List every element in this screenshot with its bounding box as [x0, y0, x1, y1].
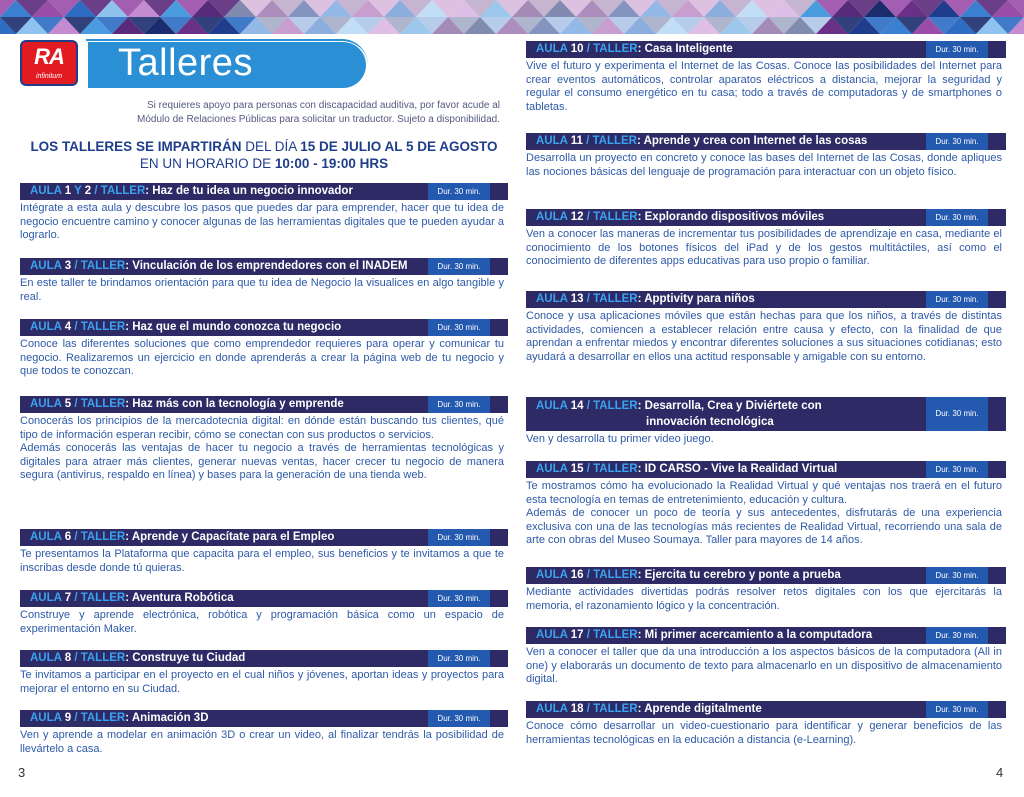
duration-badge: Dur. 30 min.: [926, 133, 988, 150]
aula-description: [526, 720, 1006, 747]
taller-label: / TALLER: [583, 703, 638, 715]
duration-badge: Dur. 30 min.: [926, 701, 988, 718]
aula-header-bar: [526, 133, 1006, 150]
aula-header-bar: [20, 650, 508, 667]
description-paragraph: Conoce cómo desarrollar un video-cuestionario para identificar y generar beneficios de las herramientas tecnológicas en la educación a distancia (e-Learning).: [526, 720, 1002, 746]
taller-label: / TALLER: [583, 463, 638, 475]
page-number-right: 4: [996, 765, 1004, 780]
aula-label: AULA: [30, 592, 65, 604]
description-paragraph: Desarrolla un proyecto en concreto y conoce las bases del Internet de las Cosas, donde apliques las nociones básicas del lenguaje de programación para interactuar con un objeto físico.: [526, 152, 1002, 178]
aula-description: [526, 152, 1006, 179]
aula-number: 7: [64, 592, 72, 604]
duration-badge: Dur. 30 min.: [926, 209, 988, 226]
aula-description: [20, 277, 508, 304]
aula-description: [526, 586, 1006, 613]
description-paragraph: Conocerás los principios de la mercadotecnia digital: en dónde están buscando tus clientes, qué tipo de información esperan recibir, cómo se conectan con sus productos o servicios.: [20, 415, 504, 441]
aula-number: 1: [64, 185, 72, 197]
taller-title: : Mi primer acercamiento a la computadora: [637, 629, 873, 641]
taller-title: : Aprende digitalmente: [637, 703, 762, 715]
aula-number: 11: [570, 135, 583, 147]
aula-number: 9: [64, 712, 72, 724]
description-paragraph: Ven a conocer el taller que da una introducción a los aspectos básicos de la computadora (All in one) y elaborarás un documento de texto para almacenarlo en un dispositivo de almacenamiento digital.: [526, 646, 1002, 685]
aula-block: [526, 701, 1006, 747]
aula-number: 13: [570, 293, 584, 305]
aula-label: AULA: [536, 400, 571, 412]
aula-number: 2: [84, 185, 92, 197]
aula-description: [20, 548, 508, 575]
description-paragraph: Mediante actividades divertidas podrás resolver retos digitales con los que ejercitarás la memoria, el razonamiento lógico y la concentración.: [526, 586, 1002, 612]
aula-header-bar: [526, 291, 1006, 308]
aula-number: 12: [570, 211, 584, 223]
aula-description: [20, 669, 508, 696]
duration-badge: Dur. 30 min.: [428, 258, 490, 275]
accessibility-notice: Si requieres apoyo para personas con discapacidad auditiva, por favor acude al Módulo de Relaciones Públicas para solicitar un traductor. Sujeto a disponibilidad.: [137, 100, 500, 125]
taller-label: / TALLER: [71, 712, 126, 724]
aula-label: AULA: [30, 531, 65, 543]
taller-title-line2: innovación tecnológica: [646, 416, 774, 428]
aula-number: 6: [64, 531, 72, 543]
aula-number: 15: [570, 463, 584, 475]
aula-block: [20, 396, 508, 483]
aula-label: AULA: [536, 569, 571, 581]
ra-infinitum-logo: RA infinitum: [20, 40, 80, 88]
taller-label: / TALLER: [583, 211, 638, 223]
duration-badge: Dur. 30 min.: [428, 319, 490, 336]
taller-label: / TALLER: [71, 531, 126, 543]
aula-label: AULA: [30, 652, 65, 664]
aula-label: AULA: [536, 629, 571, 641]
aula-number: 4: [64, 321, 72, 333]
aula-header-bar: [526, 461, 1006, 478]
aula-block: [20, 590, 508, 636]
duration-badge: Dur. 30 min.: [926, 41, 988, 58]
aula-header-bar: [526, 701, 1006, 718]
aula-label: AULA: [30, 185, 65, 197]
aula-label: AULA: [30, 321, 65, 333]
description-paragraph: Ven y aprende a modelar en animación 3D o crear un video, al finalizar tendrás la posibilidad de llevártelo a casa.: [20, 729, 504, 755]
taller-title: : Animación 3D: [125, 712, 209, 724]
aula-number: 18: [570, 703, 584, 715]
aula-header-bar: [20, 319, 508, 336]
taller-title: : Apptivity para niños: [637, 293, 755, 305]
taller-label: / TALLER: [71, 260, 126, 272]
taller-label: / TALLER: [91, 185, 146, 197]
aula-description: [20, 338, 508, 379]
aula-number: 3: [64, 260, 72, 272]
aula-block: [20, 319, 508, 379]
taller-title: : Haz más con la tecnología y emprende: [125, 398, 344, 410]
aula-label: AULA: [536, 293, 571, 305]
taller-label: / TALLER: [71, 321, 126, 333]
decorative-triangle-pattern: [0, 0, 1024, 34]
aula-description: [526, 310, 1006, 364]
aula-block: [526, 41, 1006, 114]
description-paragraph: Te presentamos la Plataforma que capacita para el empleo, sus beneficios y te invitamos a que te inscribas desde donde tú quieras.: [20, 548, 504, 574]
aula-block: [20, 183, 508, 243]
aula-header-bar: [20, 396, 508, 413]
description-paragraph: En este taller te brindamos orientación para que tu idea de Negocio la visualices en algo tangible y real.: [20, 277, 504, 303]
schedule-banner: LOS TALLERES SE IMPARTIRÁN DEL DÍA 15 DE JULIO AL 5 DE AGOSTO EN UN HORARIO DE 10:00 - 19:00 HRS: [30, 139, 498, 171]
description-paragraph: Ven a conocer las maneras de incrementar tus posibilidades de aprendizaje en casa, mediante el conocimiento de los botones físicos del iPad y de los gestos multitáctiles, así como el conocimiento de diferentes apps educativas para uso propio o familiar.: [526, 228, 1002, 267]
taller-label: / TALLER: [71, 652, 126, 664]
aula-header-bar: [526, 41, 1006, 58]
aula-label: AULA: [536, 135, 571, 147]
taller-title: : Ejercita tu cerebro y ponte a prueba: [637, 569, 841, 581]
aula-description: [20, 202, 508, 243]
taller-label: / TALLER: [583, 569, 638, 581]
aula-block: [20, 529, 508, 575]
aula-description: [20, 729, 508, 756]
aula-description: [526, 60, 1006, 114]
aula-header-bar: [526, 397, 1006, 431]
aula-block: [526, 291, 1006, 364]
duration-badge: Dur. 30 min.: [428, 590, 490, 607]
aula-and: Y: [71, 185, 85, 197]
aula-block: [526, 209, 1006, 269]
taller-label: / TALLER: [583, 293, 638, 305]
aula-label: AULA: [30, 398, 65, 410]
aula-block: [526, 567, 1006, 613]
aula-description: [526, 480, 1006, 548]
description-paragraph: Conoce y usa aplicaciones móviles que están hechas para que los niños, a través de distintas actividades, comiencen a establecer relación entre causa y efecto, con la finalidad de que aprendan a enfrentar miedos y encontrar diferentes soluciones a sus situaciones cotidianas; esto ayudará a desarrollar en ellos una actitud responsable y amigable con su entorno.: [526, 310, 1002, 363]
taller-label: / TALLER: [71, 398, 126, 410]
description-paragraph: Te invitamos a participar en el proyecto en el cual niños y jóvenes, aportan ideas y proyectos para mejorar el entorno en su Ciudad.: [20, 669, 504, 695]
taller-label: / TALLER: [583, 629, 638, 641]
description-paragraph: Además conocerás las ventajas de hacer tu negocio a través de herramientas tecnológicas y digitales para atraer más clientes, generar nuevas ventas, hacer crecer tu negocio de manera segura (antivirus, respaldo en línea) y bases para la generación de una tienda web.: [20, 442, 504, 481]
aula-label: AULA: [536, 703, 571, 715]
aula-block: [526, 133, 1006, 179]
aula-block: [526, 461, 1006, 548]
aula-number: 16: [570, 569, 584, 581]
aula-number: 8: [64, 652, 72, 664]
aula-description: [526, 433, 1006, 447]
duration-badge: Dur. 30 min.: [926, 461, 988, 478]
aula-block: [526, 397, 1006, 447]
description-paragraph: Intégrate a esta aula y descubre los pasos que puedes dar para emprender, hacer que tu idea de negocio encuentre camino y conocer algunas de las herramientas digitales que te pueden ayudar a lograrlo.: [20, 202, 504, 241]
aula-number: 14: [570, 400, 584, 412]
duration-badge: Dur. 30 min.: [926, 291, 988, 308]
aula-description: [526, 646, 1006, 687]
taller-title: : Vinculación de los emprendedores con el INADEM: [125, 260, 408, 272]
taller-title: : ID CARSO - Vive la Realidad Virtual: [637, 463, 838, 475]
aula-description: [20, 609, 508, 636]
taller-label: / TALLER: [583, 400, 638, 412]
aula-header-bar: [20, 529, 508, 546]
description-paragraph: Conoce las diferentes soluciones que como emprendedor requieres para operar y comunicar tu negocio. Realizaremos un ejercicio en donde aprenderás a crear la página web de tu negocio y que todos te conozcan.: [20, 338, 504, 377]
description-paragraph: Te mostramos cómo ha evolucionado la Realidad Virtual y qué ventajas nos traerá en el futuro esta tecnología en temas de entretenimiento, educación y cultura.: [526, 480, 1002, 506]
aula-block: [20, 258, 508, 304]
aula-label: AULA: [30, 260, 65, 272]
aula-header-bar: [20, 710, 508, 727]
taller-title: : Haz que el mundo conozca tu negocio: [125, 321, 342, 333]
aula-header-bar: [20, 258, 508, 275]
taller-title: : Aprende y crea con Internet de las cosas: [636, 135, 868, 147]
duration-badge: Dur. 30 min.: [926, 627, 988, 644]
description-paragraph: Además de conocer un poco de teoría y sus antecedentes, disfrutarás de una experiencia exclusiva con una de las tecnologías más recientes de Realidad Virtual, recorriendo una sala de arte con obras del Museo Soumaya. Taller para mayores de 14 años.: [526, 507, 1002, 546]
aula-label: AULA: [536, 463, 571, 475]
duration-badge: Dur. 30 min.: [926, 397, 988, 431]
taller-title: : Haz de tu idea un negocio innovador: [145, 185, 353, 197]
taller-label: / TALLER: [71, 592, 126, 604]
aula-number: 17: [570, 629, 584, 641]
aula-number: 10: [570, 43, 584, 55]
aula-header-bar: [526, 209, 1006, 226]
aula-label: AULA: [30, 712, 65, 724]
taller-title: : Explorando dispositivos móviles: [637, 211, 825, 223]
duration-badge: Dur. 30 min.: [926, 567, 988, 584]
aula-header-bar: [526, 627, 1006, 644]
aula-block: [20, 650, 508, 696]
taller-label: / TALLER: [582, 135, 637, 147]
taller-title: : Construye tu Ciudad: [125, 652, 246, 664]
aula-label: AULA: [536, 211, 571, 223]
description-paragraph: Construye y aprende electrónica, robótica y programación básica como un espacio de experimentación Maker.: [20, 609, 504, 635]
aula-description: [526, 228, 1006, 269]
description-paragraph: Ven y desarrolla tu primer video juego.: [526, 433, 714, 445]
duration-badge: Dur. 30 min.: [428, 650, 490, 667]
duration-badge: Dur. 30 min.: [428, 710, 490, 727]
taller-title: : Aprende y Capacítate para el Empleo: [125, 531, 335, 543]
aula-block: [526, 627, 1006, 687]
page-title: Talleres: [118, 42, 253, 84]
duration-badge: Dur. 30 min.: [428, 396, 490, 413]
taller-label: / TALLER: [583, 43, 638, 55]
taller-title: : Casa Inteligente: [637, 43, 733, 55]
aula-header-bar: [526, 567, 1006, 584]
aula-block: [20, 710, 508, 756]
description-paragraph: Vive el futuro y experimenta el Internet de las Cosas. Conoce las posibilidades del Internet para crear eventos automáticos, controlar aparatos eléctricos a distancia, mejorar la seguridad y regular el consumo energético en tu casa; todo a través de computadoras y de smartphones o tabletas.: [526, 60, 1002, 113]
aula-number: 5: [64, 398, 72, 410]
aula-header-bar: [20, 183, 508, 200]
aula-description: [20, 415, 508, 483]
page-number-left: 3: [18, 765, 26, 780]
duration-badge: Dur. 30 min.: [428, 529, 490, 546]
taller-title: : Aventura Robótica: [125, 592, 234, 604]
aula-label: AULA: [536, 43, 571, 55]
taller-title: : Desarrolla, Crea y Diviértete con: [637, 400, 822, 412]
aula-header-bar: [20, 590, 508, 607]
duration-badge: Dur. 30 min.: [428, 183, 490, 200]
